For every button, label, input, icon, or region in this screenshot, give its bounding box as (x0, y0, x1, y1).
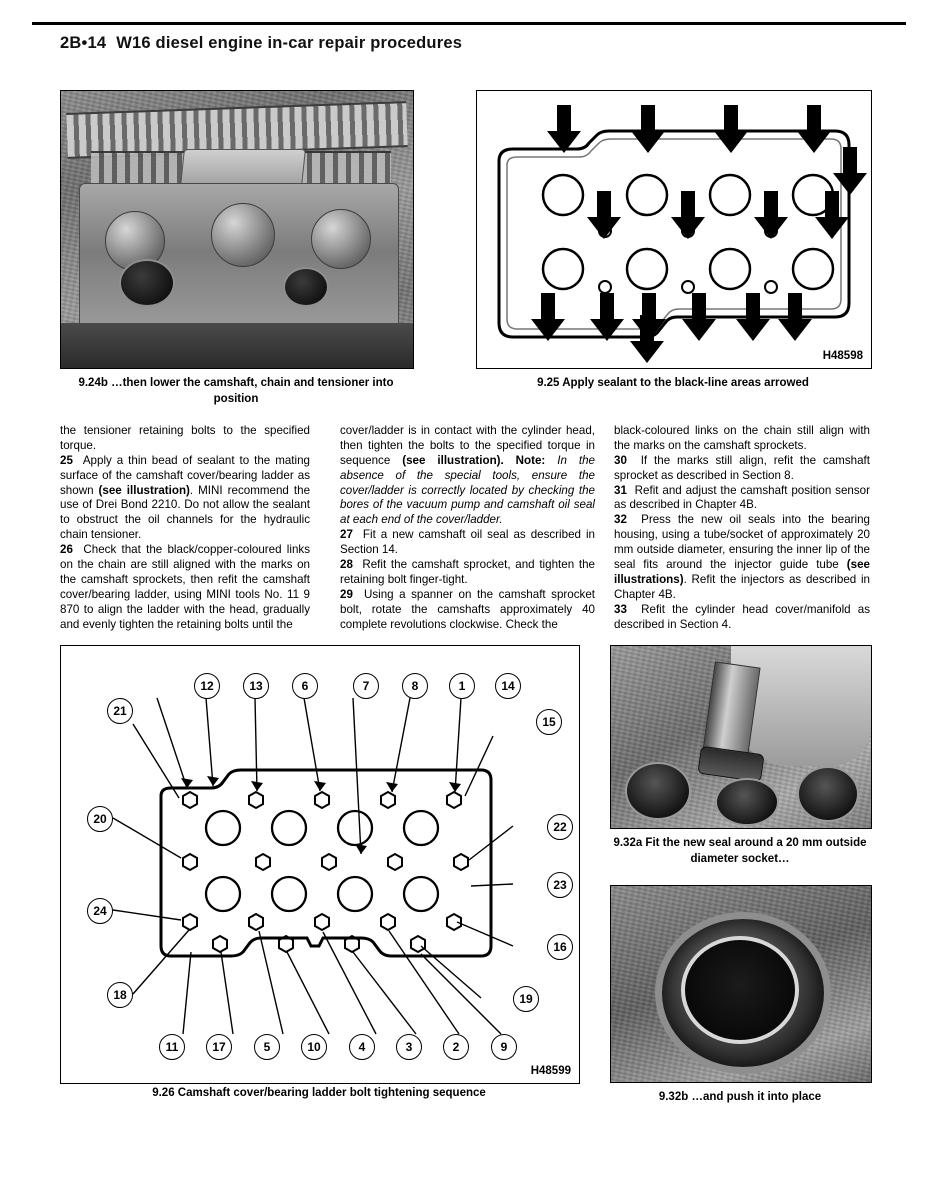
paragraph-29: 29 Using a spanner on the camshaft sprocket bolt, rotate the camshafts approximately 40 complete revolutions clockwise. Check the (340, 587, 595, 631)
callout-number: 3 (396, 1034, 422, 1060)
callout-number: 2 (443, 1034, 469, 1060)
text-column-2 (340, 424, 595, 632)
callout-number: 8 (402, 673, 428, 699)
injector-bore (625, 762, 691, 820)
figure-9-32a-photo (610, 645, 872, 829)
callout-number: 12 (194, 673, 220, 699)
paragraph-continued: the tensioner retaining bolts to the specified torque. (60, 424, 310, 452)
caption-9-24b: 9.24b …then lower the camshaft, chain and tensioner into position (78, 377, 394, 405)
callout-number: 7 (353, 673, 379, 699)
bolt-sequence-diagram (61, 646, 579, 1083)
fitted-oil-seal (681, 936, 799, 1044)
paragraph-28: 28 Refit the camshaft sprocket, and tighten the retaining bolt finger-tight. (340, 558, 595, 586)
figure-code-9-25: H48598 (822, 350, 863, 362)
figure-9-24b-photo (60, 90, 414, 369)
callout-number: 11 (159, 1034, 185, 1060)
paragraph-30: 30 If the marks still align, refit the camshaft sprocket as described in Section 8. (614, 453, 870, 482)
text-column-3 (614, 424, 870, 632)
injector-bore (715, 778, 779, 826)
callout-number: 23 (547, 872, 573, 898)
callout-number: 24 (87, 898, 113, 924)
caption-9-32a: 9.32a Fit the new seal around a 20 mm outside diameter socket… (613, 837, 867, 865)
callout-number: 9 (491, 1034, 517, 1060)
text-column-1 (60, 424, 310, 632)
header-rule (32, 22, 906, 25)
figure-9-25-diagram (476, 90, 872, 369)
injector-bore (797, 766, 859, 822)
callout-number: 13 (243, 673, 269, 699)
bearing-bore (283, 267, 329, 307)
figure-9-32b-photo (610, 885, 872, 1083)
callout-number: 6 (292, 673, 318, 699)
callout-number: 20 (87, 806, 113, 832)
callout-number: 4 (349, 1034, 375, 1060)
caption-9-32b: 9.32b …and push it into place (658, 1091, 822, 1103)
bearing-bore (119, 259, 175, 307)
callout-number: 17 (206, 1034, 232, 1060)
figure-9-26-diagram (60, 645, 580, 1084)
callout-number: 5 (254, 1034, 280, 1060)
callout-number: 21 (107, 698, 133, 724)
callout-number: 15 (536, 709, 562, 735)
paragraph-33: 33 Refit the cylinder head cover/manifold as described in Section 4. (614, 602, 870, 631)
callout-number: 19 (513, 986, 539, 1012)
callout-number: 10 (301, 1034, 327, 1060)
paragraph-continued-2: cover/ladder is in contact with the cylinder head, then tighten the bolts to the specified torque in sequence (see illustration). Note: In the absence of the special tools, ensure the cover/ladder is correctly located by checking the bores of the vacuum pump and camshaft oil seal at each end of the cover/ladder. (340, 424, 595, 527)
paragraph-continued-3: black-coloured links on the chain still align with the marks on the camshaft sprockets. (614, 424, 870, 452)
callout-number: 18 (107, 982, 133, 1008)
page-title (60, 34, 462, 53)
page-number: 2B•14 (60, 34, 107, 52)
cam-lobe (211, 203, 275, 267)
callout-number: 1 (449, 673, 475, 699)
figure-code-9-26: H48599 (530, 1065, 571, 1077)
paragraph-26: 26 Check that the black/copper-coloured links on the chain are still aligned with the marks on the camshaft sprockets, then refit the camshaft cover/bearing ladder, using MINI tools No. 11 9 870 to align the ladder with the head, gradually and evenly tighten the retaining bolts until the (60, 543, 310, 631)
paragraph-31: 31 Refit and adjust the camshaft position sensor as described in Chapter 4B. (614, 483, 870, 512)
cam-lobe (311, 209, 371, 269)
caption-9-25: 9.25 Apply sealant to the black-line areas arrowed (537, 377, 809, 389)
callout-number: 14 (495, 673, 521, 699)
sealant-area-diagram (477, 91, 871, 368)
photo-shadow-band (61, 323, 413, 369)
caption-9-26: 9.26 Camshaft cover/bearing ladder bolt tightening sequence (152, 1087, 486, 1099)
paragraph-25: 25 Apply a thin bead of sealant to the mating surface of the camshaft cover/bearing ladder as shown (see illustration). MINI recommend the use of Drei Bond 2210. Do not allow the sealant to obstruct the oil channels for the hydraulic chain tensioner. (60, 453, 311, 542)
paragraph-32: 32 Press the new oil seals into the bearing housing, using a tube/socket of approximately 20 mm outside diameter, ensuring the inner lip of the seal fits around the injector guide tube (see illustrations). Refit the injectors as described in Chapter 4B. (614, 513, 870, 601)
page-title-text: W16 diesel engine in-car repair procedures (116, 34, 463, 52)
callout-number: 22 (547, 814, 573, 840)
paragraph-27: 27 Fit a new camshaft oil seal as described in Section 14. (340, 528, 595, 557)
callout-number: 16 (547, 934, 573, 960)
